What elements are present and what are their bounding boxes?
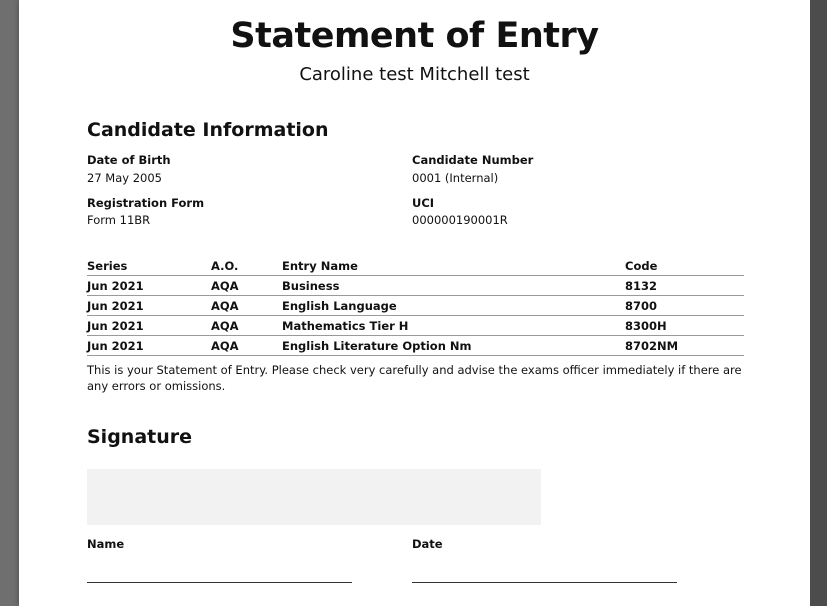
- name-signature-line: [87, 582, 352, 583]
- signature-box[interactable]: [87, 469, 541, 525]
- entry-ao: AQA: [211, 336, 282, 356]
- uci-value: 000000190001R: [412, 213, 508, 227]
- date-of-birth-label: Date of Birth: [87, 153, 171, 167]
- entries-table: [87, 256, 744, 356]
- entry-ao: AQA: [211, 316, 282, 336]
- column-header-code: Code: [625, 256, 744, 276]
- registration-form-label: Registration Form: [87, 196, 205, 210]
- table-header-row: [87, 256, 744, 276]
- table-row: [87, 336, 744, 356]
- entry-name: English Literature Option Nm: [282, 336, 625, 356]
- date-of-birth-value: 27 May 2005: [87, 171, 162, 185]
- candidate-name: Caroline test Mitchell test: [299, 64, 530, 85]
- entry-series: Jun 2021: [87, 316, 211, 336]
- date-label: Date: [412, 537, 443, 551]
- entry-code: 8702NM: [625, 336, 744, 356]
- registration-form-value: Form 11BR: [87, 213, 151, 227]
- uci-label: UCI: [412, 196, 435, 210]
- signature-heading: Signature: [87, 426, 193, 448]
- entry-series: Jun 2021: [87, 336, 211, 356]
- statement-notice: This is your Statement of Entry. Please check very carefully and advise the exams officer immediately if there are any errors or omissions.: [87, 363, 742, 393]
- document-title: Statement of Entry: [230, 16, 599, 56]
- entry-ao: AQA: [211, 276, 282, 296]
- entry-series: Jun 2021: [87, 276, 211, 296]
- entry-code: 8700: [625, 296, 744, 316]
- entry-code: 8300H: [625, 316, 744, 336]
- column-header-entry-name: Entry Name: [282, 256, 625, 276]
- date-signature-line: [412, 582, 677, 583]
- column-header-ao: A.O.: [211, 256, 282, 276]
- entry-name: Business: [282, 276, 625, 296]
- table-row: [87, 296, 744, 316]
- entry-code: 8132: [625, 276, 744, 296]
- table-row: [87, 316, 744, 336]
- viewer-background-edge: [810, 0, 827, 606]
- table-row: [87, 276, 744, 296]
- candidate-number-label: Candidate Number: [412, 153, 534, 167]
- entry-series: Jun 2021: [87, 296, 211, 316]
- entry-name: Mathematics Tier H: [282, 316, 625, 336]
- candidate-information-heading: Candidate Information: [87, 119, 329, 141]
- name-label: Name: [87, 537, 125, 551]
- candidate-number-value: 0001 (Internal): [412, 171, 499, 185]
- column-header-series: Series: [87, 256, 211, 276]
- document-page: [19, 0, 810, 606]
- entry-name: English Language: [282, 296, 625, 316]
- entry-ao: AQA: [211, 296, 282, 316]
